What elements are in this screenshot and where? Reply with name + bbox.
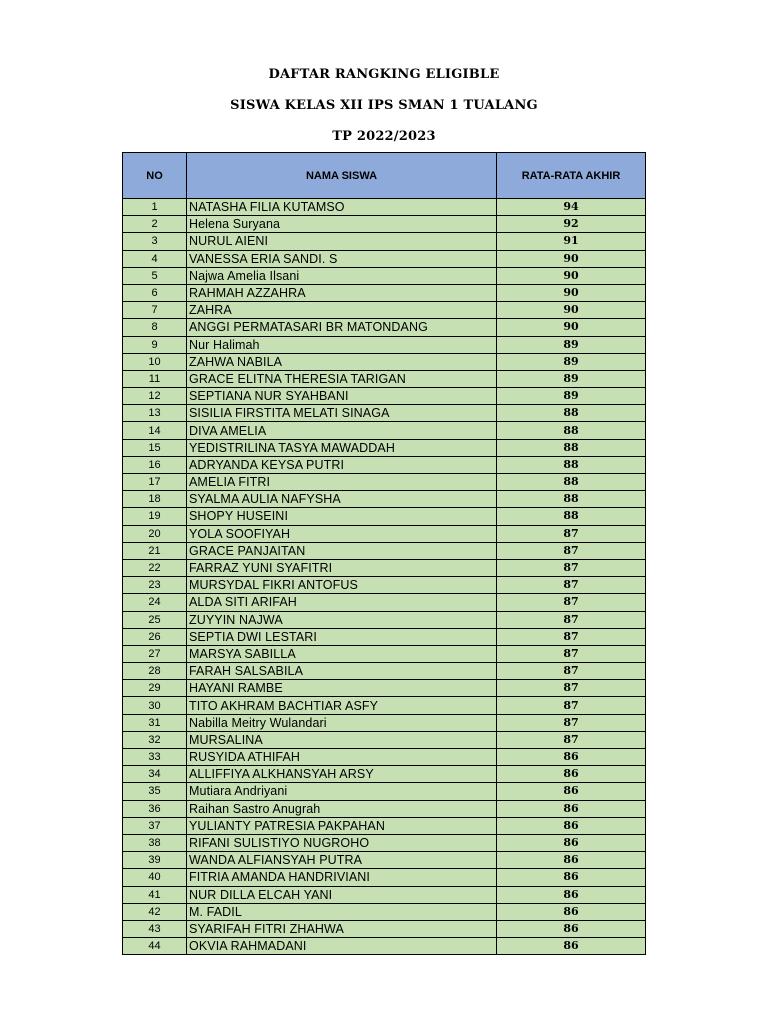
- table-row: [123, 783, 646, 800]
- row-number-cell: 8: [123, 319, 187, 336]
- student-name-cell: SEPTIANA NUR SYAHBANI: [187, 388, 497, 405]
- row-number-cell: 32: [123, 731, 187, 748]
- student-name-cell: TITO AKHRAM BACHTIAR ASFY: [187, 697, 497, 714]
- row-number-cell: 13: [123, 405, 187, 422]
- table-row: [123, 714, 646, 731]
- row-number-cell: 23: [123, 577, 187, 594]
- table-row: [123, 886, 646, 903]
- average-score-cell: 88: [497, 422, 646, 439]
- student-name-cell: FARRAZ YUNI SYAFITRI: [187, 559, 497, 576]
- table-row: [123, 749, 646, 766]
- student-name-cell: ALDA SITI ARIFAH: [187, 594, 497, 611]
- average-score-cell: 86: [497, 800, 646, 817]
- student-name-cell: SYARIFAH FITRI ZHAHWA: [187, 920, 497, 937]
- table-row: [123, 284, 646, 301]
- row-number-cell: 10: [123, 353, 187, 370]
- average-score-cell: 87: [497, 645, 646, 662]
- student-name-cell: NATASHA FILIA KUTAMSO: [187, 199, 497, 216]
- table-row: [123, 628, 646, 645]
- row-number-cell: 9: [123, 336, 187, 353]
- average-score-cell: 86: [497, 903, 646, 920]
- student-name-cell: DIVA AMELIA: [187, 422, 497, 439]
- document-title-block: [0, 64, 768, 157]
- student-name-cell: AMELIA FITRI: [187, 474, 497, 491]
- student-name-cell: SISILIA FIRSTITA MELATI SINAGA: [187, 405, 497, 422]
- average-score-cell: 91: [497, 233, 646, 250]
- student-name-cell: FITRIA AMANDA HANDRIVIANI: [187, 869, 497, 886]
- row-number-cell: 33: [123, 749, 187, 766]
- average-score-cell: 90: [497, 250, 646, 267]
- table-row: [123, 680, 646, 697]
- row-number-cell: 19: [123, 508, 187, 525]
- student-name-cell: WANDA ALFIANSYAH PUTRA: [187, 852, 497, 869]
- table-row: [123, 834, 646, 851]
- student-name-cell: Helena Suryana: [187, 216, 497, 233]
- student-name-cell: VANESSA ERIA SANDI. S: [187, 250, 497, 267]
- student-name-cell: OKVIA RAHMADANI: [187, 938, 497, 955]
- table-row: [123, 577, 646, 594]
- table-row: [123, 817, 646, 834]
- average-score-cell: 86: [497, 869, 646, 886]
- average-score-cell: 88: [497, 508, 646, 525]
- table-row: [123, 439, 646, 456]
- table-row: [123, 869, 646, 886]
- row-number-cell: 38: [123, 834, 187, 851]
- student-name-cell: ADRYANDA KEYSA PUTRI: [187, 456, 497, 473]
- row-number-cell: 5: [123, 267, 187, 284]
- table-row: [123, 388, 646, 405]
- student-name-cell: Nur Halimah: [187, 336, 497, 353]
- table-row: [123, 903, 646, 920]
- table-row: [123, 663, 646, 680]
- row-number-cell: 42: [123, 903, 187, 920]
- average-score-cell: 92: [497, 216, 646, 233]
- average-score-cell: 86: [497, 783, 646, 800]
- student-name-cell: GRACE PANJAITAN: [187, 542, 497, 559]
- row-number-cell: 18: [123, 491, 187, 508]
- page-subtitle: SISWA KELAS XII IPS SMAN 1 TUALANG: [230, 98, 538, 113]
- table-row: [123, 302, 646, 319]
- row-number-cell: 44: [123, 938, 187, 955]
- average-score-cell: 89: [497, 388, 646, 405]
- table-row: [123, 611, 646, 628]
- row-number-cell: 24: [123, 594, 187, 611]
- student-name-cell: ZAHWA NABILA: [187, 353, 497, 370]
- student-name-cell: SYALMA AULIA NAFYSHA: [187, 491, 497, 508]
- page-title: DAFTAR RANGKING ELIGIBLE: [268, 67, 500, 82]
- average-score-cell: 88: [497, 439, 646, 456]
- average-score-cell: 90: [497, 267, 646, 284]
- row-number-cell: 16: [123, 456, 187, 473]
- student-name-cell: RIFANI SULISTIYO NUGROHO: [187, 834, 497, 851]
- row-number-cell: 34: [123, 766, 187, 783]
- table-row: [123, 525, 646, 542]
- row-number-cell: 3: [123, 233, 187, 250]
- column-header-rata-rata-akhir: RATA-RATA AKHIR: [497, 153, 646, 199]
- average-score-cell: 87: [497, 525, 646, 542]
- student-name-cell: MARSYA SABILLA: [187, 645, 497, 662]
- average-score-cell: 90: [497, 302, 646, 319]
- average-score-cell: 89: [497, 370, 646, 387]
- average-score-cell: 86: [497, 834, 646, 851]
- table-row: [123, 233, 646, 250]
- row-number-cell: 29: [123, 680, 187, 697]
- table-row: [123, 938, 646, 955]
- student-name-cell: Mutiara Andriyani: [187, 783, 497, 800]
- row-number-cell: 27: [123, 645, 187, 662]
- row-number-cell: 31: [123, 714, 187, 731]
- table-row: [123, 559, 646, 576]
- average-score-cell: 86: [497, 920, 646, 937]
- student-name-cell: Najwa Amelia Ilsani: [187, 267, 497, 284]
- student-name-cell: ZUYYIN NAJWA: [187, 611, 497, 628]
- table-row: [123, 542, 646, 559]
- row-number-cell: 22: [123, 559, 187, 576]
- row-number-cell: 40: [123, 869, 187, 886]
- average-score-cell: 86: [497, 886, 646, 903]
- table-row: [123, 800, 646, 817]
- table-row: [123, 319, 646, 336]
- average-score-cell: 87: [497, 542, 646, 559]
- row-number-cell: 7: [123, 302, 187, 319]
- row-number-cell: 36: [123, 800, 187, 817]
- row-number-cell: 39: [123, 852, 187, 869]
- row-number-cell: 12: [123, 388, 187, 405]
- table-body: [123, 199, 646, 955]
- student-name-cell: SHOPY HUSEINI: [187, 508, 497, 525]
- student-name-cell: ANGGI PERMATASARI BR MATONDANG: [187, 319, 497, 336]
- average-score-cell: 90: [497, 284, 646, 301]
- student-name-cell: M. FADIL: [187, 903, 497, 920]
- average-score-cell: 87: [497, 577, 646, 594]
- row-number-cell: 6: [123, 284, 187, 301]
- student-name-cell: Nabilla Meitry Wulandari: [187, 714, 497, 731]
- student-name-cell: Raihan Sastro Anugrah: [187, 800, 497, 817]
- ranking-table: [122, 152, 646, 955]
- row-number-cell: 15: [123, 439, 187, 456]
- average-score-cell: 87: [497, 628, 646, 645]
- table-row: [123, 216, 646, 233]
- average-score-cell: 89: [497, 353, 646, 370]
- average-score-cell: 86: [497, 938, 646, 955]
- table-row: [123, 199, 646, 216]
- average-score-cell: 87: [497, 731, 646, 748]
- student-name-cell: NURUL AIENI: [187, 233, 497, 250]
- student-name-cell: RUSYIDA ATHIFAH: [187, 749, 497, 766]
- average-score-cell: 87: [497, 594, 646, 611]
- row-number-cell: 37: [123, 817, 187, 834]
- student-name-cell: RAHMAH AZZAHRA: [187, 284, 497, 301]
- student-name-cell: SEPTIA DWI LESTARI: [187, 628, 497, 645]
- table-row: [123, 336, 646, 353]
- average-score-cell: 87: [497, 559, 646, 576]
- table-row: [123, 508, 646, 525]
- table-row: [123, 697, 646, 714]
- average-score-cell: 87: [497, 663, 646, 680]
- table-row: [123, 491, 646, 508]
- row-number-cell: 30: [123, 697, 187, 714]
- row-number-cell: 25: [123, 611, 187, 628]
- row-number-cell: 4: [123, 250, 187, 267]
- row-number-cell: 14: [123, 422, 187, 439]
- average-score-cell: 94: [497, 199, 646, 216]
- row-number-cell: 20: [123, 525, 187, 542]
- student-name-cell: YULIANTY PATRESIA PAKPAHAN: [187, 817, 497, 834]
- average-score-cell: 88: [497, 474, 646, 491]
- student-name-cell: YEDISTRILINA TASYA MAWADDAH: [187, 439, 497, 456]
- student-name-cell: FARAH SALSABILA: [187, 663, 497, 680]
- table-row: [123, 766, 646, 783]
- row-number-cell: 26: [123, 628, 187, 645]
- average-score-cell: 89: [497, 336, 646, 353]
- average-score-cell: 87: [497, 611, 646, 628]
- table-row: [123, 645, 646, 662]
- row-number-cell: 21: [123, 542, 187, 559]
- table-row: [123, 370, 646, 387]
- column-header-nama-siswa: NAMA SISWA: [187, 153, 497, 199]
- table-row: [123, 267, 646, 284]
- student-name-cell: YOLA SOOFIYAH: [187, 525, 497, 542]
- row-number-cell: 17: [123, 474, 187, 491]
- table-row: [123, 731, 646, 748]
- average-score-cell: 87: [497, 680, 646, 697]
- student-name-cell: ZAHRA: [187, 302, 497, 319]
- row-number-cell: 43: [123, 920, 187, 937]
- row-number-cell: 1: [123, 199, 187, 216]
- student-name-cell: MURSALINA: [187, 731, 497, 748]
- row-number-cell: 41: [123, 886, 187, 903]
- average-score-cell: 88: [497, 405, 646, 422]
- row-number-cell: 2: [123, 216, 187, 233]
- student-name-cell: MURSYDAL FIKRI ANTOFUS: [187, 577, 497, 594]
- table-row: [123, 405, 646, 422]
- student-name-cell: HAYANI RAMBE: [187, 680, 497, 697]
- table-row: [123, 250, 646, 267]
- column-header-no: NO: [123, 153, 187, 199]
- table-row: [123, 353, 646, 370]
- row-number-cell: 35: [123, 783, 187, 800]
- student-name-cell: GRACE ELITNA THERESIA TARIGAN: [187, 370, 497, 387]
- average-score-cell: 86: [497, 817, 646, 834]
- academic-year: TP 2022/2023: [332, 129, 436, 144]
- average-score-cell: 87: [497, 714, 646, 731]
- table-row: [123, 474, 646, 491]
- average-score-cell: 86: [497, 749, 646, 766]
- table-row: [123, 456, 646, 473]
- average-score-cell: 87: [497, 697, 646, 714]
- table-row: [123, 594, 646, 611]
- average-score-cell: 86: [497, 766, 646, 783]
- average-score-cell: 90: [497, 319, 646, 336]
- student-name-cell: ALLIFFIYA ALKHANSYAH ARSY: [187, 766, 497, 783]
- average-score-cell: 88: [497, 456, 646, 473]
- table-row: [123, 422, 646, 439]
- student-name-cell: NUR DILLA ELCAH YANI: [187, 886, 497, 903]
- average-score-cell: 88: [497, 491, 646, 508]
- table-row: [123, 852, 646, 869]
- table-row: [123, 920, 646, 937]
- table-header-row: [123, 153, 646, 199]
- row-number-cell: 28: [123, 663, 187, 680]
- row-number-cell: 11: [123, 370, 187, 387]
- average-score-cell: 86: [497, 852, 646, 869]
